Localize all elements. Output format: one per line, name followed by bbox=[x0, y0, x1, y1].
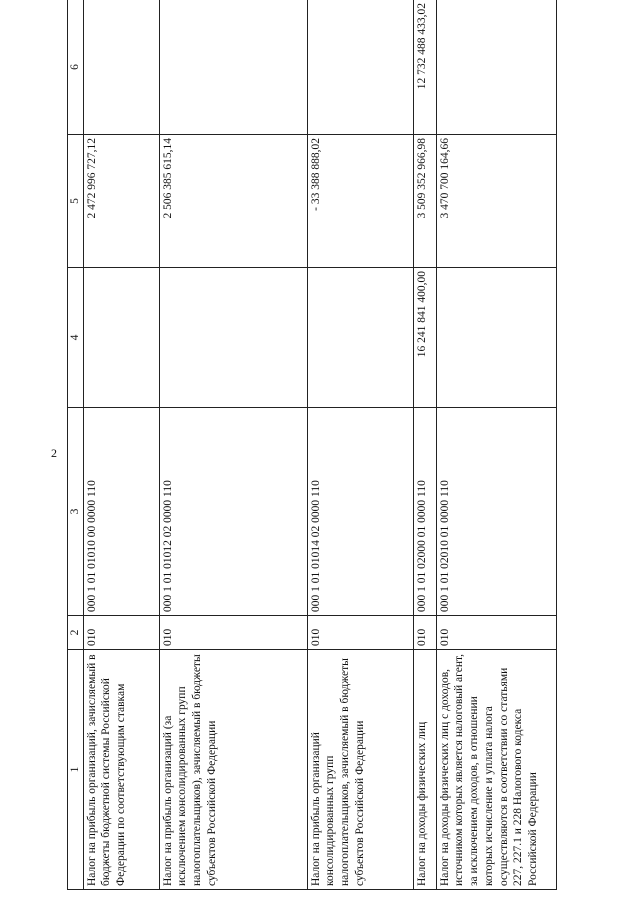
table-row bbox=[436, 0, 556, 890]
header-col-3: 3 bbox=[68, 408, 84, 616]
row-col6 bbox=[83, 0, 159, 135]
table-row bbox=[307, 0, 413, 890]
row-name: Налог на доходы физических лиц с доходов, источником которых является налоговый агент, за исключением доходов, в отношении которых исчисление и уплата налога осуществляются в соответствии со статьями 227, 227.1 и 228 Налогового кодекса Российской Федерации bbox=[436, 650, 556, 890]
row-col4 bbox=[436, 268, 556, 408]
row-name: Налог на доходы физических лиц bbox=[413, 650, 436, 890]
rotated-table-area bbox=[67, 0, 624, 890]
header-col-4: 4 bbox=[68, 268, 84, 408]
header-col-6: 6 bbox=[68, 0, 84, 135]
row-col5: 2 506 385 615,14 bbox=[159, 135, 307, 268]
row-col4 bbox=[83, 268, 159, 408]
row-col5: 2 472 996 727,12 bbox=[83, 135, 159, 268]
row-col5: - 33 388 888,02 bbox=[307, 135, 413, 268]
header-col-2: 2 bbox=[68, 616, 84, 650]
header-col-1: 1 bbox=[68, 650, 84, 890]
table-row bbox=[413, 0, 436, 890]
row-name: Налог на прибыль организаций (за исключением консолидированных групп налогоплательщиков), зачисляемый в бюджеты субъектов Российской Федерации bbox=[159, 650, 307, 890]
page-number: 2 bbox=[51, 446, 57, 460]
row-col4 bbox=[159, 268, 307, 408]
budget-table bbox=[67, 0, 557, 890]
row-kbk: 000 1 01 01012 02 0000 110 bbox=[159, 408, 307, 616]
row-col4: 16 241 841 400,00 bbox=[413, 268, 436, 408]
row-code: 010 bbox=[307, 616, 413, 650]
row-name: Налог на прибыль организаций, зачисляемый в бюджеты бюджетной системы Российской Федерации по соответствующим ставкам bbox=[83, 650, 159, 890]
row-kbk: 000 1 01 02000 01 0000 110 bbox=[413, 408, 436, 616]
row-kbk: 000 1 01 02010 01 0000 110 bbox=[436, 408, 556, 616]
row-col5: 3 470 700 164,66 bbox=[436, 135, 556, 268]
row-code: 010 bbox=[83, 616, 159, 650]
table-row bbox=[83, 0, 159, 890]
row-name: Налог на прибыль организаций консолидированных групп налогоплательщиков, зачисляемый в бюджеты субъектов Российской Федерации bbox=[307, 650, 413, 890]
row-col4 bbox=[307, 268, 413, 408]
row-col6 bbox=[159, 0, 307, 135]
header-row bbox=[68, 0, 84, 890]
table-row bbox=[159, 0, 307, 890]
row-code: 010 bbox=[413, 616, 436, 650]
row-kbk: 000 1 01 01010 00 0000 110 bbox=[83, 408, 159, 616]
header-col-5: 5 bbox=[68, 135, 84, 268]
row-code: 010 bbox=[159, 616, 307, 650]
row-col6 bbox=[436, 0, 556, 135]
row-col5: 3 509 352 966,98 bbox=[413, 135, 436, 268]
row-col6: 12 732 488 433,02 bbox=[413, 0, 436, 135]
row-col6 bbox=[307, 0, 413, 135]
row-code: 010 bbox=[436, 616, 556, 650]
row-kbk: 000 1 01 01014 02 0000 110 bbox=[307, 408, 413, 616]
